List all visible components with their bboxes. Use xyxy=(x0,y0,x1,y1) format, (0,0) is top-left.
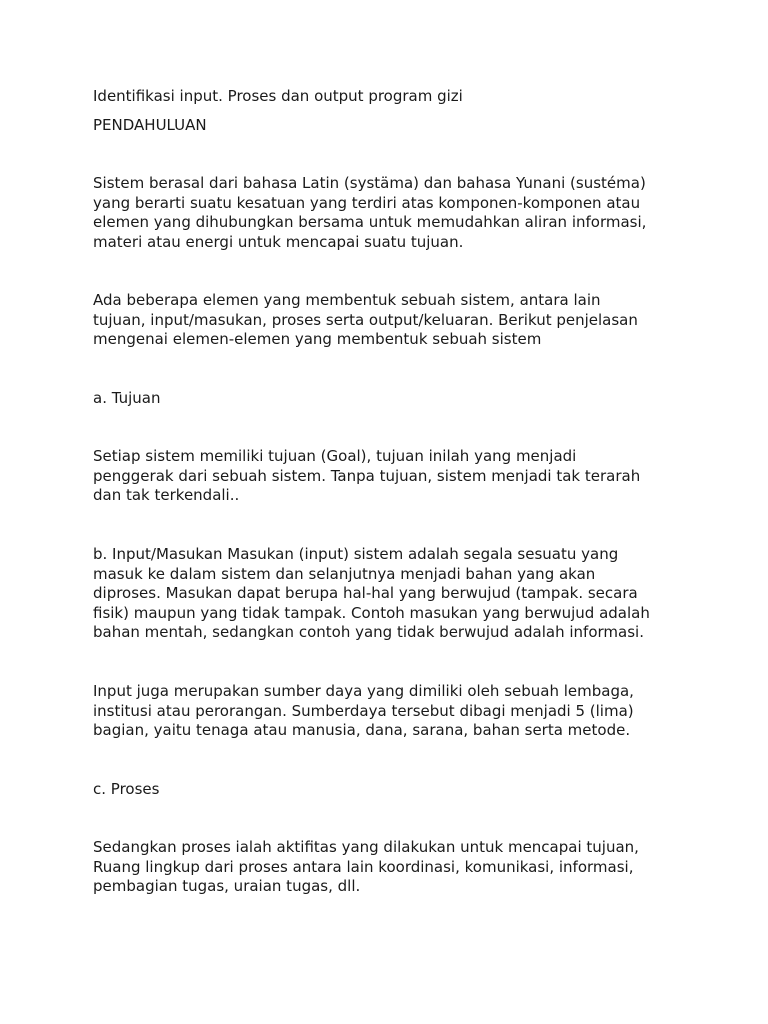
text-line: bahan mentah, sedangkan contoh yang tidak berwujud adalah informasi. xyxy=(93,623,644,642)
text-line: masuk ke dalam sistem dan selanjutnya menjadi bahan yang akan xyxy=(93,564,596,583)
document-title xyxy=(93,87,693,107)
paragraph-tujuan xyxy=(93,447,693,506)
text-line: bagian, yaitu tenaga atau manusia, dana, sarana, bahan serta metode. xyxy=(93,721,631,740)
text-line: dan tak terkendali.. xyxy=(93,486,240,505)
text-line: Ruang lingkup dari proses antara lain koordinasi, komunikasi, informasi, xyxy=(93,857,634,876)
text-line: a. Tujuan xyxy=(93,389,161,407)
text-line: Setiap sistem memiliki tujuan (Goal), tujuan inilah yang menjadi xyxy=(93,447,577,465)
subheading-proses xyxy=(93,780,693,800)
text-line: elemen yang dihubungkan bersama untuk memudahkan aliran informasi, xyxy=(93,213,647,232)
text-line: c. Proses xyxy=(93,780,160,798)
text-line: pembagian tugas, uraian tugas, dll. xyxy=(93,877,361,896)
text-line: institusi atau perorangan. Sumberdaya tersebut dibagi menjadi 5 (lima) xyxy=(93,701,634,720)
text-line: fisik) maupun yang tidak tampak. Contoh masukan yang berwujud adalah xyxy=(93,603,650,622)
text-line: diproses. Masukan dapat berupa hal-hal yang berwujud (tampak. secara xyxy=(93,584,638,603)
section-heading xyxy=(93,116,693,136)
subheading-tujuan xyxy=(93,389,693,409)
paragraph-proses xyxy=(93,838,693,897)
text-line: materi atau energi untuk mencapai suatu tujuan. xyxy=(93,232,464,251)
text-line: mengenai elemen-elemen yang membentuk sebuah sistem xyxy=(93,330,542,349)
text-line: Input juga merupakan sumber daya yang dimiliki oleh sebuah lembaga, xyxy=(93,682,634,700)
text-line: tujuan, input/masukan, proses serta output/keluaran. Berikut penjelasan xyxy=(93,310,638,329)
paragraph-elemen xyxy=(93,291,693,350)
text-line: Ada beberapa elemen yang membentuk sebuah sistem, antara lain xyxy=(93,291,601,309)
text-line: penggerak dari sebuah sistem. Tanpa tujuan, sistem menjadi tak terarah xyxy=(93,466,641,485)
text-line: b. Input/Masukan Masukan (input) sistem adalah segala sesuatu yang xyxy=(93,545,619,563)
title-line: Identifikasi input. Proses dan output program gizi xyxy=(93,87,463,105)
paragraph-sistem xyxy=(93,174,693,252)
text-line: Sedangkan proses ialah aktifitas yang dilakukan untuk mencapai tujuan, xyxy=(93,838,639,856)
paragraph-input xyxy=(93,545,693,643)
heading-line: PENDAHULUAN xyxy=(93,116,207,134)
paragraph-sumber-daya xyxy=(93,682,693,741)
text-line: Sistem berasal dari bahasa Latin (systäma) dan bahasa Yunani (sustéma) xyxy=(93,174,646,192)
text-line: yang berarti suatu kesatuan yang terdiri atas komponen-komponen atau xyxy=(93,193,641,212)
